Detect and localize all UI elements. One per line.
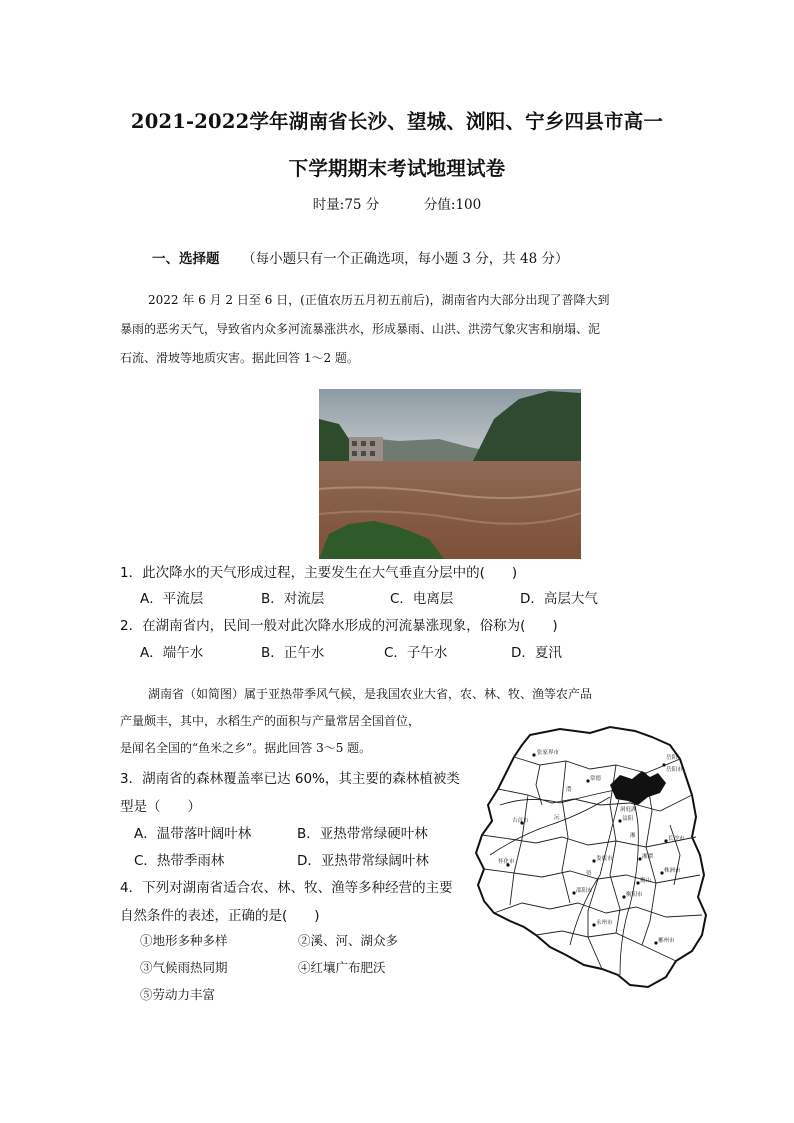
map-label-xiangtan: 湘潭 — [642, 854, 654, 860]
map-label-changde: 常德 — [590, 776, 602, 782]
map-label-hengshan: 衡山 — [640, 878, 652, 884]
map-label-huaihua: 怀化市 — [498, 859, 515, 865]
q3-option-a[interactable]: A．温带落叶阔叶林 — [134, 826, 252, 842]
q2-option-c[interactable]: C．子午水 — [384, 645, 448, 661]
q3-option-b[interactable]: B．亚热带常绿硬叶林 — [297, 826, 428, 842]
map-label-yueyang-city: 岳阳市 — [666, 767, 683, 773]
q1-option-b[interactable]: B．对流层 — [261, 591, 325, 607]
map-label-loudi: 娄底市 — [596, 856, 613, 862]
exam-meta — [0, 193, 794, 213]
map-label-chenzhou: 郴州市 — [658, 938, 675, 944]
q4-item-3: ③气候雨热同期 — [140, 960, 228, 975]
question-2: 2．在湖南省内，民间一般对此次降水形成的河流暴涨现象，俗称为( ) — [120, 618, 558, 634]
passage2-line-1: 湖南省（如简图）属于亚热带季风气候，是我国农业大省，农、林、牧、渔等农产品 — [148, 687, 593, 701]
q1-option-a[interactable]: A．平流层 — [140, 591, 204, 607]
question-4-line-2: 自然条件的表述，正确的是( ) — [120, 908, 320, 924]
q4-item-2: ②溪、河、湖众多 — [298, 933, 399, 948]
q2-option-b[interactable]: B．正午水 — [261, 645, 325, 661]
question-3-line-2: 型是（ ） — [120, 799, 201, 815]
map-label-hengyang: 衡阳市 — [626, 892, 643, 898]
q2-option-a[interactable]: A．端午水 — [140, 645, 204, 661]
q1-option-c[interactable]: C．电离层 — [390, 591, 454, 607]
title-line-1: 2021-2022学年湖南省长沙、望城、浏阳、宁乡四县市高一 — [130, 110, 664, 133]
section-note: （每小题只有一个正确选项，每小题 3 分，共 48 分） — [242, 251, 569, 267]
map-label-zi-river: 资 — [586, 871, 592, 877]
hunan-map-svg — [470, 725, 710, 995]
q3-option-d[interactable]: D．亚热带常绿阔叶林 — [297, 853, 429, 869]
flood-photo — [319, 389, 581, 559]
section-heading — [152, 247, 569, 267]
map-label-jishou: 吉首市 — [512, 818, 529, 824]
q4-item-4: ④红壤广布肥沃 — [298, 960, 386, 975]
map-label-shaoyang: 邵阳市 — [576, 888, 593, 894]
passage2-line-3: 是闻名全国的“鱼米之乡”。据此回答 3～5 题。 — [120, 741, 372, 755]
map-label-yongzhou: 永州市 — [596, 920, 613, 926]
question-1: 1．此次降水的天气形成过程，主要发生在大气垂直分层中的( ) — [120, 565, 518, 581]
map-label-zhuzhou: 株洲市 — [664, 868, 681, 874]
passage1-line-1: 2022 年 6 月 2 日至 6 日，(正值农历五月初五前后)，湖南省内大部分出现了普降大到 — [148, 293, 610, 307]
section-title: 一、选择题 — [152, 251, 220, 267]
question-4-line-1: 4．下列对湖南省适合农、林、牧、渔等多种经营的主要 — [120, 880, 453, 896]
passage1-line-2: 暴雨的恶劣天气，导致省内众多河流暴涨洪水，形成暴雨、山洪、洪涝气象灾害和崩塌、泥 — [120, 322, 601, 336]
question-3-line-1: 3．湖南省的森林覆盖率已达 60%，其主要的森林植被类 — [120, 771, 460, 787]
time-label: 时量:75 分 — [312, 197, 380, 213]
passage2-line-2: 产量颇丰，其中，水稻生产的面积与产量常居全国首位， — [120, 714, 421, 728]
flood-photo-svg — [319, 389, 581, 559]
map-label-dongting-lake: 洞庭湖 — [620, 807, 637, 813]
q4-item-1: ①地形多种多样 — [140, 933, 228, 948]
map-label-xiang-river: 湘 — [630, 833, 636, 839]
q1-option-d[interactable]: D．高层大气 — [520, 591, 598, 607]
map-label-yuan-river: 沅 — [554, 815, 560, 821]
title-line-2: 下学期期末考试地理试卷 — [288, 157, 506, 180]
map-label-yueyang: 岳阳 — [666, 755, 678, 761]
q4-item-5: ⑤劳动力丰富 — [140, 987, 216, 1002]
map-label-changsha: 长沙市 — [668, 836, 685, 842]
map-label-zhangjiajie: 张家界市 — [537, 750, 560, 756]
passage1-line-3: 石流、滑坡等地质灾害。据此回答 1～2 题。 — [120, 351, 359, 365]
map-label-yiyang: 益阳 — [622, 816, 634, 822]
score-label: 分值:100 — [423, 197, 482, 213]
q3-option-c[interactable]: C．热带季雨林 — [134, 853, 225, 869]
q2-option-d[interactable]: D．夏汛 — [511, 645, 562, 661]
hunan-map — [470, 725, 710, 995]
map-label-li-river: 澧 — [566, 787, 572, 793]
